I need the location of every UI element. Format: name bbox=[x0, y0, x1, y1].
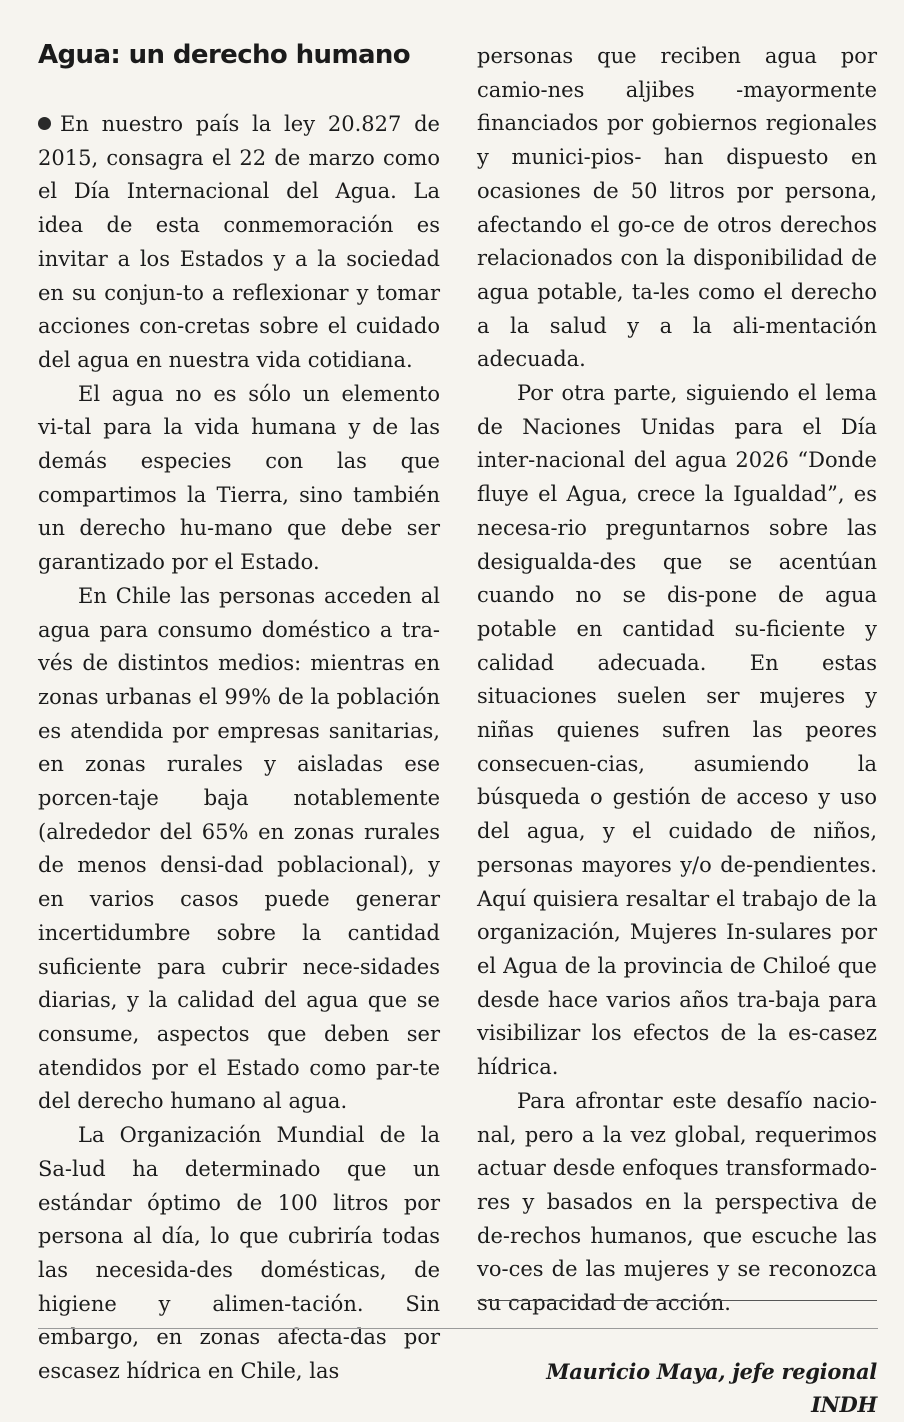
paragraph-who-standard-start: La Organización Mundial de la Sa-lud ha determinado que un estándar óptimo de 100 litros por persona al día, lo que cubriría todas las necesida-des domésticas, de higiene y alimen-tación. Sin embargo, en zonas afecta-das por escasez hídrica en Chile, las bbox=[38, 1123, 440, 1384]
paragraph-intro: En nuestro país la ley 20.827 de 2015, consagra el 22 de marzo como el Día Internacional del Agua. La idea de esta conmemoración es invitar a los Estados y a la sociedad en su conjun-to a reflexionar y tomar acciones con-cretas sobre el cuidado del agua en nuestra vida cotidiana. bbox=[38, 108, 440, 378]
bottom-divider bbox=[38, 1328, 878, 1329]
paragraph-inequality: Por otra parte, siguiendo el lema de Naciones Unidas para el Día inter-nacional del agua 2026 “Donde fluye el Agua, crece la Igualdad”, es necesa-rio preguntarnos sobre las desigualda-des que se acentúan cuando no se dis-pone de agua potable en cantidad su-ficiente y calidad adecuada. En estas situaciones suelen ser mujeres y niñas quienes sufren las peores consecuen-cias, asumiendo la búsqueda o gestión de acceso y uso del agua, y el cuidado de niños, personas mayores y/o de-pendientes. Aquí quisiera resaltar el trabajo de la organización, Mujeres In-sulares por el Agua de la provincia de Chiloé que desde hace varios años tra-baja para visibilizar los efectos de la es-casez hídrica. bbox=[477, 381, 877, 1080]
right-column bbox=[477, 40, 877, 1422]
article-headline: Agua: un derecho humano bbox=[38, 40, 411, 70]
author-signature: Mauricio Maya, jefe regional INDH bbox=[546, 1358, 877, 1418]
paragraph-right-to-water: El agua no es sólo un elemento vi-tal para la vida humana y de las demás especies con las que compartimos la Tierra, sino también un derecho hu-mano que debe ser garantizado por el Estado. bbox=[38, 381, 440, 575]
left-column bbox=[38, 38, 440, 1389]
paragraph-access-chile: En Chile las personas acceden al agua para consumo doméstico a tra-vés de distintos medios: mientras en zonas urbanas el 99% de la población es atendida por empresas sanitarias, en zonas rurales y aisladas ese porcen-taje baja notablemente (alrededor del 65% en zonas rurales de menos densi-dad poblacional), y en varios casos puede generar incertidumbre sobre la cantidad suficiente para cubrir nece-sidades diarias, y la calidad del agua que se consume, aspectos que deben ser atendidos por el Estado como par-te del derecho humano al agua. bbox=[38, 583, 440, 1114]
paragraph-conclusion: Para afrontar este desafío nacio-nal, pero a la vez global, requerimos actuar desde enfoques transformado-res y basados en la perspectiva de de-rechos humanos, que escuche las vo-ces de las mujeres y se reconozca su capacidad de acción. bbox=[477, 1088, 877, 1316]
signature-divider bbox=[477, 1300, 877, 1301]
paragraph-who-standard-cont: personas que reciben agua por camio-nes aljibes -mayormente financiados por gobiernos regionales y munici-pios- han dispuesto en ocasiones de 50 litros por persona, afectando el go-ce de otros derechos relacionados con la disponibilidad de agua potable, ta-les como el derecho a la salud y a la ali-mentación adecuada. bbox=[477, 44, 877, 372]
